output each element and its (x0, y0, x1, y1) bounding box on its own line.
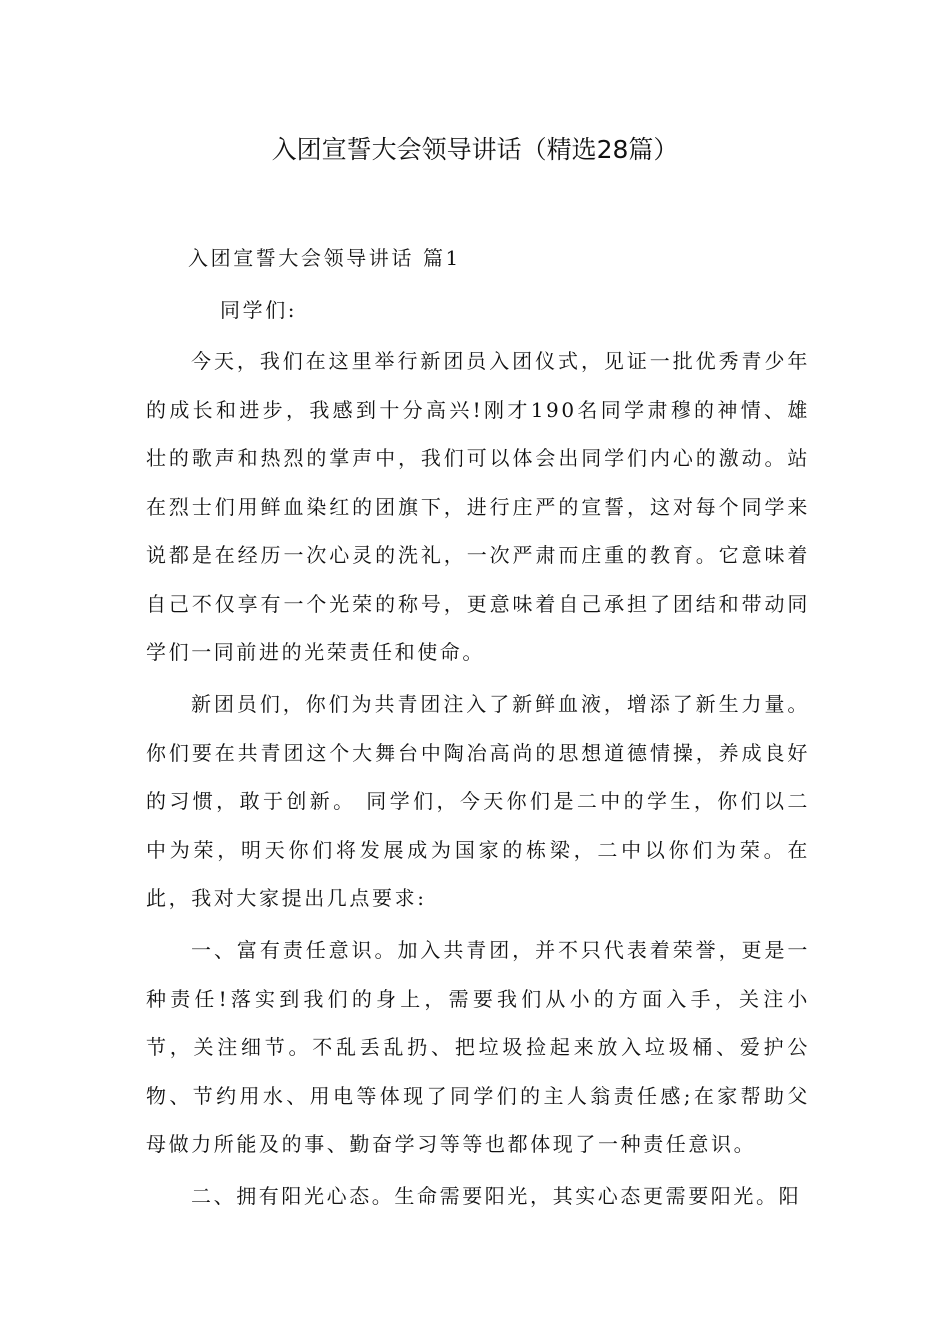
document-title: 入团宣誓大会领导讲话（精选28篇） (271, 135, 679, 164)
paragraph: 新团员们，你们为共青团注入了新鲜血液，增添了新生力量。你们要在共青团这个大舞台中陶冶高尚的思想道德情操，养成良好的习惯，敢于创新。 同学们，今天你们是二中的学生，你们以二中为荣，明天你们将发展成为国家的栋梁，二中以你们为荣。在此，我对大家提出几点要求: (146, 692, 810, 910)
paragraph: 今天，我们在这里举行新团员入团仪式，见证一批优秀青少年的成长和进步，我感到十分高兴!刚才190名同学肃穆的神情、雄壮的歌声和热烈的掌声中，我们可以体会出同学们内心的激动。站在烈士们用鲜血染红的团旗下，进行庄严的宣誓，这对每个同学来说都是在经历一次心灵的洗礼，一次严肃而庄重的教育。它意味着自己不仅享有一个光荣的称号，更意味着自己承担了团结和带动同学们一同前进的光荣责任和使命。 (146, 349, 810, 664)
section-heading: 入团宣誓大会领导讲话 篇1 (188, 246, 461, 270)
paragraph: 一、富有责任意识。加入共青团，并不只代表着荣誉，更是一种责任!落实到我们的身上，需要我们从小的方面入手，关注小节，关注细节。不乱丢乱扔、把垃圾捡起来放入垃圾桶、爱护公物、节约用水、用电等体现了同学们的主人翁责任感;在家帮助父母做力所能及的事、勤奋学习等等也都体现了一种责任意识。 (146, 938, 810, 1156)
paragraph: 二、拥有阳光心态。生命需要阳光，其实心态更需要阳光。阳 (191, 1184, 802, 1208)
document-body (146, 234, 810, 1224)
salutation: 同学们: (220, 297, 298, 322)
